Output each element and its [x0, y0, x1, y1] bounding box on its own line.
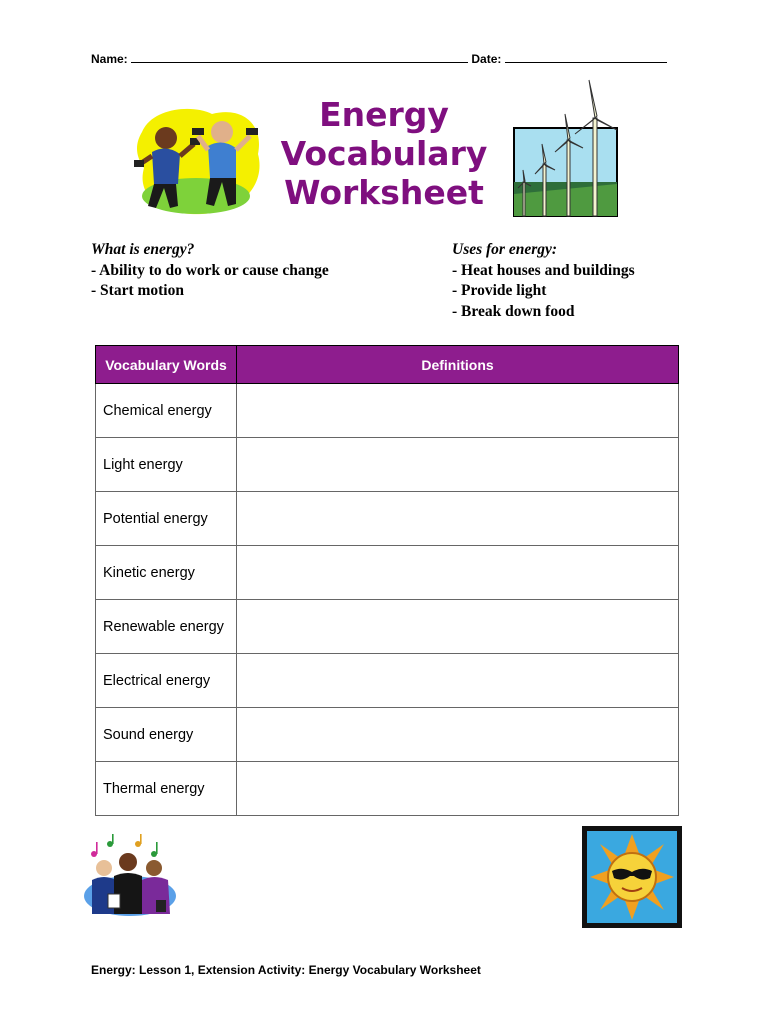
uses-for-energy-section — [452, 240, 635, 322]
vocabulary-word: Renewable energy — [96, 600, 237, 654]
sun-clipart-icon — [582, 826, 682, 928]
name-label: Name: — [91, 52, 128, 66]
date-label: Date: — [471, 52, 502, 66]
page-title: Energy Vocabulary Worksheet — [280, 95, 488, 212]
definitions-header: Definitions — [237, 346, 679, 384]
definition-cell[interactable] — [237, 762, 679, 816]
definition-cell[interactable] — [237, 438, 679, 492]
table-row — [96, 762, 679, 816]
definition-cell[interactable] — [237, 492, 679, 546]
wind-turbine-clipart-icon — [513, 78, 619, 218]
table-row — [96, 438, 679, 492]
what-is-energy-section — [91, 240, 329, 302]
what-is-energy-item: - Ability to do work or cause change — [91, 261, 329, 279]
definition-cell[interactable] — [237, 600, 679, 654]
table-row — [96, 546, 679, 600]
vocabulary-word: Chemical energy — [96, 384, 237, 438]
name-field[interactable] — [131, 50, 468, 63]
vocabulary-word: Potential energy — [96, 492, 237, 546]
table-row — [96, 654, 679, 708]
exercise-clipart-icon — [132, 104, 266, 216]
table-row — [96, 708, 679, 762]
uses-for-energy-heading: Uses for energy: — [452, 241, 558, 258]
vocabulary-words-header: Vocabulary Words — [96, 346, 237, 384]
uses-for-energy-item: - Break down food — [452, 302, 575, 320]
definition-cell[interactable] — [237, 546, 679, 600]
definition-cell[interactable] — [237, 654, 679, 708]
vocabulary-word: Kinetic energy — [96, 546, 237, 600]
uses-for-energy-item: - Heat houses and buildings — [452, 261, 635, 279]
what-is-energy-item: - Start motion — [91, 282, 184, 299]
vocabulary-word: Electrical energy — [96, 654, 237, 708]
vocabulary-word: Thermal energy — [96, 762, 237, 816]
uses-for-energy-item: - Provide light — [452, 282, 547, 299]
vocabulary-table — [95, 345, 679, 816]
name-date-line — [91, 50, 681, 66]
table-row — [96, 492, 679, 546]
singers-clipart-icon — [80, 834, 184, 918]
table-header-row — [96, 346, 679, 384]
vocabulary-word: Light energy — [96, 438, 237, 492]
definition-cell[interactable] — [237, 708, 679, 762]
footer-text: Energy: Lesson 1, Extension Activity: Energy Vocabulary Worksheet — [91, 963, 481, 977]
table-row — [96, 384, 679, 438]
definition-cell[interactable] — [237, 384, 679, 438]
vocabulary-word: Sound energy — [96, 708, 237, 762]
what-is-energy-heading: What is energy? — [91, 241, 195, 258]
date-field[interactable] — [505, 50, 667, 63]
table-row — [96, 600, 679, 654]
